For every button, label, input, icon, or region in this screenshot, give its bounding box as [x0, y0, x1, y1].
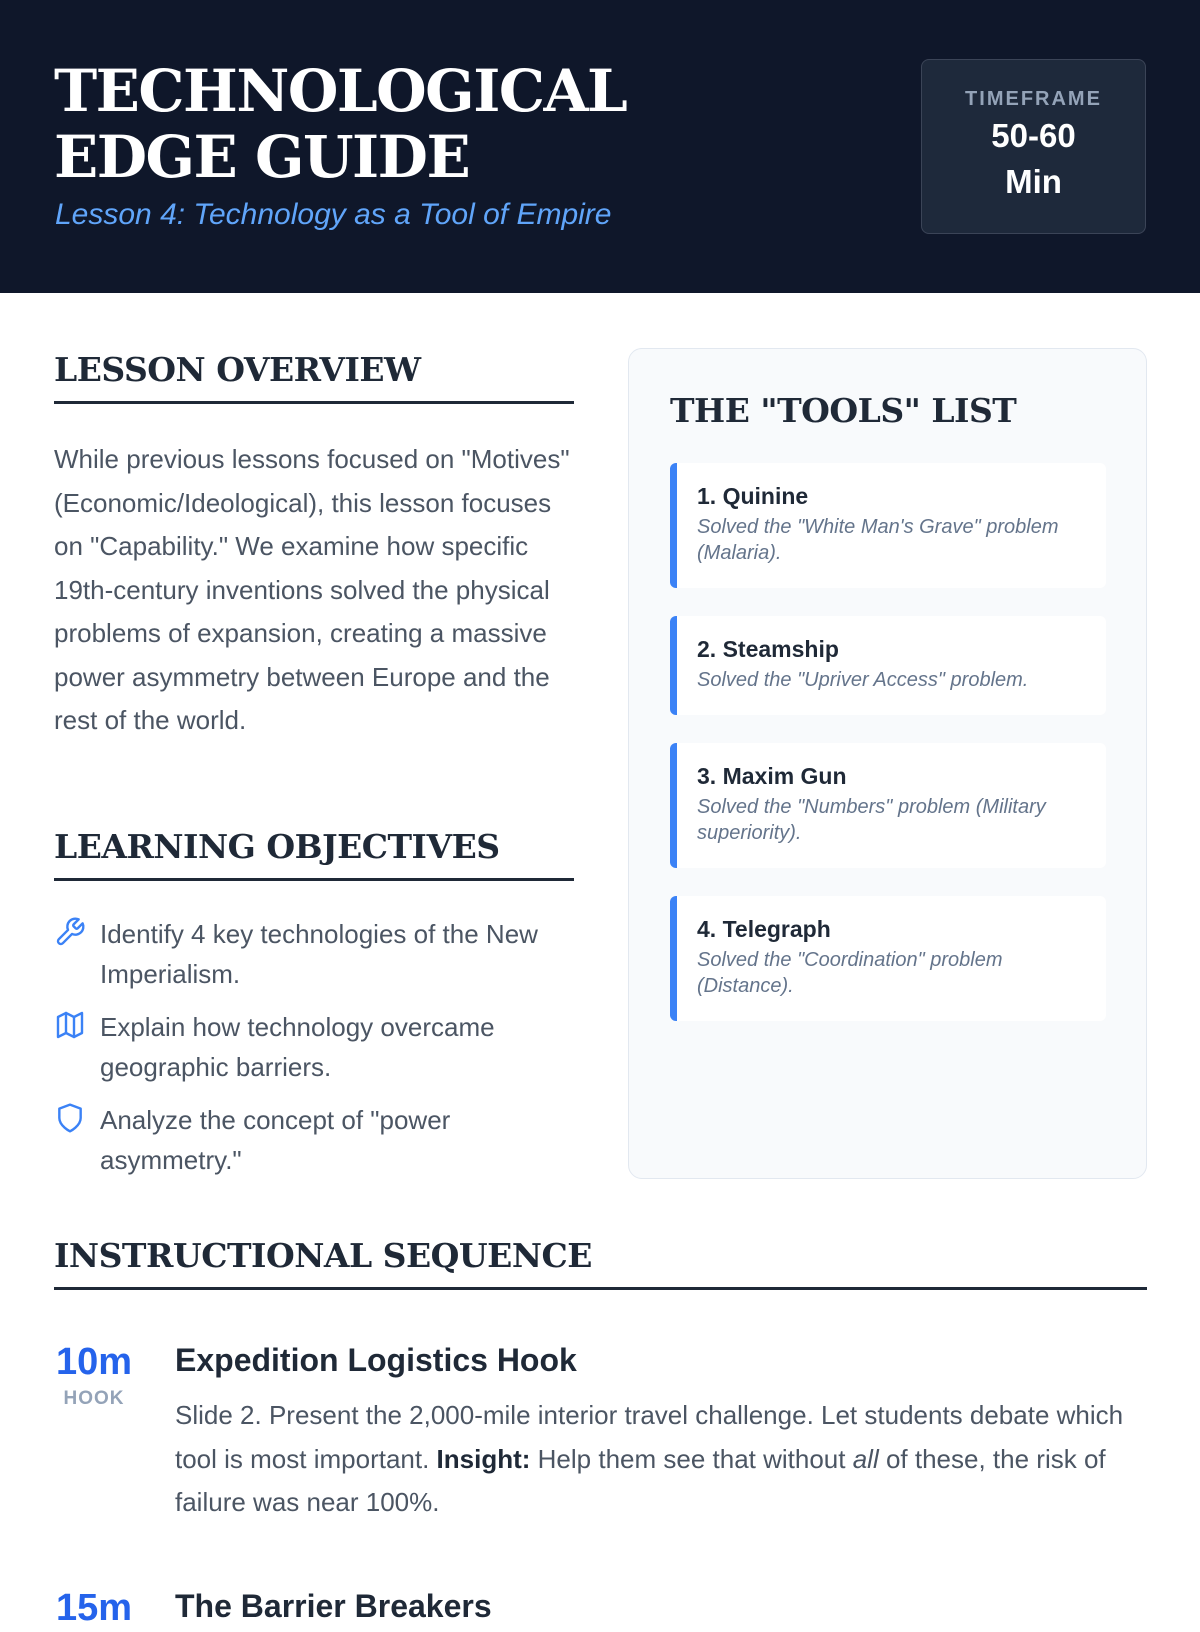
tool-item-steamship	[670, 616, 1106, 715]
tool-item-maxim-gun	[670, 743, 1106, 868]
tool-item-telegraph	[670, 896, 1106, 1021]
sequence-title: Expedition Logistics Hook	[175, 1342, 577, 1378]
tool-name: 1. Quinine	[697, 483, 809, 509]
sequence-body-text: of these, the risk of failure was near 100%.	[175, 1443, 1106, 1517]
sequence-body-emphasis: all	[852, 1443, 879, 1474]
overview-heading: LESSON OVERVIEW	[54, 350, 574, 404]
tool-desc: Solved the "Numbers" problem (Military superiority).	[697, 796, 1046, 844]
tool-desc: Solved the "Coordination" problem (Distance).	[697, 949, 1003, 997]
timeframe-label: TIMEFRAME	[965, 88, 1102, 110]
tool-name: 3. Maxim Gun	[697, 763, 847, 789]
objective-item	[54, 1100, 574, 1180]
objectives-list	[54, 914, 574, 1193]
objective-text: Analyze the concept of "power asymmetry."	[100, 1105, 451, 1175]
timeframe-box	[921, 59, 1146, 234]
sequence-body-insight-label: Insight:	[436, 1443, 531, 1474]
page-title: TECHNOLOGICAL EDGE GUIDE	[54, 57, 627, 191]
sequence-time: 10m	[55, 1341, 133, 1383]
page-subtitle: Lesson 4: Technology as a Tool of Empire	[55, 198, 612, 231]
objective-text: Identify 4 key technologies of the New Imperialism.	[100, 919, 538, 989]
timeframe-value-range: 50-60	[991, 117, 1076, 154]
wrench-icon	[54, 916, 86, 948]
timeframe-value-unit: Min	[1005, 163, 1062, 200]
map-icon	[54, 1009, 86, 1041]
tools-heading: THE "TOOLS" LIST	[670, 391, 1017, 430]
tools-card	[628, 348, 1147, 1179]
sequence-body-text: Help them see that without	[530, 1443, 853, 1474]
tool-name: 4. Telegraph	[697, 916, 831, 942]
shield-icon	[54, 1102, 86, 1134]
sequence-item	[54, 1578, 1147, 1629]
sequence-title: The Barrier Breakers	[175, 1588, 492, 1624]
objectives-heading: LEARNING OBJECTIVES	[54, 827, 574, 881]
sequence-tag: HOOK	[63, 1388, 125, 1409]
page-header	[0, 0, 1200, 293]
overview-text: While previous lessons focused on "Motives" (Economic/Ideological), this lesson focuses on "Capability." We examine how specific 19th-century inventions solved the physical problems of expansion, creating a massive power asymmetry between Europe and the rest of the world.	[54, 444, 570, 735]
sequence-item	[54, 1338, 1147, 1518]
objective-item	[54, 914, 574, 994]
objective-text: Explain how technology overcame geographic barriers.	[100, 1012, 495, 1082]
objective-item	[54, 1007, 574, 1087]
tool-item-quinine	[670, 463, 1106, 588]
sequence-body	[175, 1394, 1150, 1525]
timeframe-value	[922, 113, 1145, 205]
tool-desc: Solved the "White Man's Grave" problem (Malaria).	[697, 516, 1059, 564]
tool-name: 2. Steamship	[697, 636, 839, 662]
sequence-body-text: Slide 2. Present the 2,000-mile interior travel challenge. Let students debate which tool is most important.	[175, 1400, 1124, 1474]
tool-desc: Solved the "Upriver Access" problem.	[697, 669, 1029, 691]
sequence-time: 15m	[55, 1587, 133, 1629]
sequence-heading: INSTRUCTIONAL SEQUENCE	[54, 1236, 1147, 1290]
